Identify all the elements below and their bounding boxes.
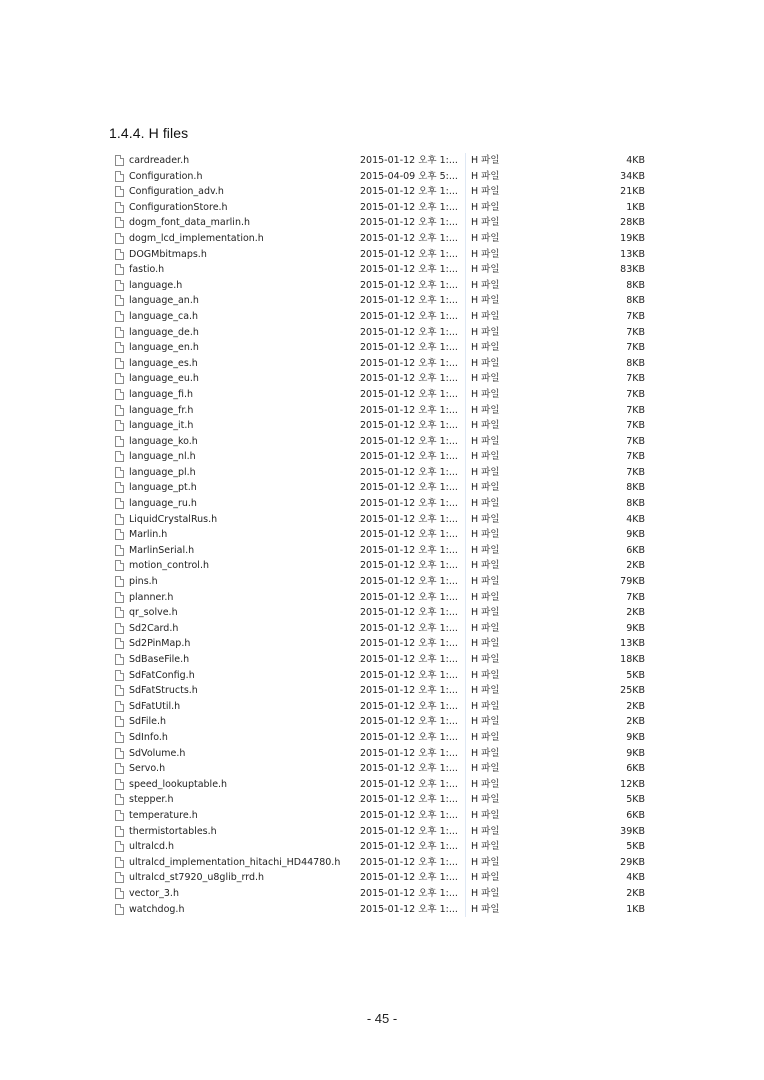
- file-name: ultralcd_implementation_hitachi_HD44780.h: [129, 856, 341, 868]
- file-size: 8KB: [626, 498, 645, 510]
- file-row[interactable]: [110, 293, 653, 309]
- file-type: H 파일: [471, 825, 500, 837]
- file-date: 2015-01-12 오후 1:...: [360, 513, 458, 525]
- file-date: 2015-01-12 오후 1:...: [360, 217, 458, 229]
- file-row[interactable]: [110, 215, 653, 231]
- file-date: 2015-01-12 오후 1:...: [360, 357, 458, 369]
- file-name: DOGMbitmaps.h: [129, 248, 207, 260]
- file-icon: [115, 482, 124, 493]
- file-name: ultralcd_st7920_u8glib_rrd.h: [129, 872, 265, 884]
- file-name: language_fi.h: [129, 388, 194, 400]
- file-icon: [115, 904, 124, 915]
- file-date: 2015-01-12 오후 1:...: [360, 731, 458, 743]
- file-icon: [115, 420, 124, 431]
- file-name: thermistortables.h: [129, 825, 217, 837]
- file-size: 7KB: [626, 435, 645, 447]
- file-row[interactable]: [110, 855, 653, 871]
- file-date: 2015-01-12 오후 1:...: [360, 856, 458, 868]
- file-icon: [115, 732, 124, 743]
- file-icon: [115, 592, 124, 603]
- file-size: 1KB: [626, 903, 645, 915]
- file-icon: [115, 685, 124, 696]
- file-type: H 파일: [471, 731, 500, 743]
- file-row[interactable]: [110, 512, 653, 528]
- file-row[interactable]: [110, 480, 653, 496]
- file-name: Sd2PinMap.h: [129, 638, 191, 650]
- file-size: 8KB: [626, 357, 645, 369]
- file-type: H 파일: [471, 529, 500, 541]
- file-icon: [115, 389, 124, 400]
- file-size: 7KB: [626, 310, 645, 322]
- file-name: language_pl.h: [129, 466, 196, 478]
- file-date: 2015-01-12 오후 1:...: [360, 155, 458, 166]
- file-name: language_eu.h: [129, 373, 199, 385]
- file-row[interactable]: [110, 418, 653, 434]
- file-name: SdBaseFile.h: [129, 654, 190, 665]
- file-icon: [115, 327, 124, 338]
- file-size: 2KB: [626, 887, 645, 899]
- file-type: H 파일: [471, 170, 500, 182]
- file-type: H 파일: [471, 310, 500, 322]
- file-type: H 파일: [471, 700, 500, 712]
- file-date: 2015-01-12 오후 1:...: [360, 607, 458, 619]
- file-row[interactable]: [110, 543, 653, 559]
- file-icon: [115, 748, 124, 759]
- file-name: language_it.h: [129, 420, 194, 432]
- file-type: H 파일: [471, 295, 500, 307]
- file-icon: [115, 311, 124, 322]
- file-type: H 파일: [471, 420, 500, 432]
- file-icon: [115, 498, 124, 509]
- file-name: SdFatUtil.h: [129, 700, 181, 712]
- file-type: H 파일: [471, 872, 500, 884]
- file-date: 2015-01-12 오후 1:...: [360, 638, 458, 650]
- file-size: 6KB: [626, 763, 645, 775]
- file-name: ultralcd.h: [129, 841, 175, 853]
- file-icon: [115, 763, 124, 774]
- file-name: LiquidCrystalRus.h: [129, 513, 218, 525]
- file-name: SdFile.h: [129, 716, 166, 728]
- file-size: 2KB: [626, 560, 645, 572]
- file-size: 39KB: [620, 825, 645, 837]
- file-date: 2015-01-12 오후 1:...: [360, 685, 458, 697]
- file-date: 2015-01-12 오후 1:...: [360, 747, 458, 759]
- file-icon: [115, 888, 124, 899]
- file-type: H 파일: [471, 544, 500, 556]
- file-date: 2015-01-12 오후 1:...: [360, 232, 458, 244]
- file-date: 2015-01-12 오후 1:...: [360, 622, 458, 634]
- file-icon: [115, 467, 124, 478]
- file-date: 2015-01-12 오후 1:...: [360, 529, 458, 541]
- file-row[interactable]: [110, 278, 653, 294]
- file-icon: [115, 342, 124, 353]
- file-row[interactable]: [110, 730, 653, 746]
- file-icon: [115, 264, 124, 275]
- file-row[interactable]: [110, 340, 653, 356]
- file-row[interactable]: [110, 902, 653, 918]
- file-size: 4KB: [626, 155, 645, 166]
- file-row[interactable]: [110, 371, 653, 387]
- file-size: 5KB: [626, 794, 645, 806]
- file-type: H 파일: [471, 155, 500, 166]
- file-row[interactable]: [110, 792, 653, 808]
- file-type: H 파일: [471, 326, 500, 338]
- file-type: H 파일: [471, 498, 500, 510]
- file-name: motion_control.h: [129, 560, 209, 572]
- file-icon: [115, 233, 124, 244]
- file-date: 2015-01-12 오후 1:...: [360, 778, 458, 790]
- file-size: 5KB: [626, 841, 645, 853]
- file-size: 2KB: [626, 607, 645, 619]
- file-row[interactable]: [110, 403, 653, 419]
- file-size: 6KB: [626, 544, 645, 556]
- file-row[interactable]: [110, 605, 653, 621]
- file-type: H 파일: [471, 778, 500, 790]
- file-icon: [115, 623, 124, 634]
- file-row[interactable]: [110, 777, 653, 793]
- file-type: H 파일: [471, 622, 500, 634]
- file-size: 8KB: [626, 295, 645, 307]
- file-icon: [115, 436, 124, 447]
- file-date: 2015-01-12 오후 1:...: [360, 264, 458, 276]
- file-date: 2015-01-12 오후 1:...: [360, 279, 458, 291]
- file-name: language_es.h: [129, 357, 198, 369]
- file-date: 2015-01-12 오후 1:...: [360, 887, 458, 899]
- file-row[interactable]: [110, 527, 653, 543]
- file-type: H 파일: [471, 388, 500, 400]
- file-row[interactable]: [110, 621, 653, 637]
- file-name: Servo.h: [129, 763, 166, 775]
- file-size: 7KB: [626, 404, 645, 416]
- file-type: H 파일: [471, 809, 500, 821]
- file-icon: [115, 373, 124, 384]
- file-icon: [115, 576, 124, 587]
- file-size: 79KB: [620, 576, 645, 588]
- file-type: H 파일: [471, 654, 500, 665]
- file-date: 2015-01-12 오후 1:...: [360, 591, 458, 603]
- file-name: language_ko.h: [129, 435, 198, 447]
- file-row[interactable]: [110, 200, 653, 216]
- file-size: 19KB: [620, 232, 645, 244]
- file-date: 2015-01-12 오후 1:...: [360, 872, 458, 884]
- file-name: language_en.h: [129, 342, 199, 354]
- file-icon: [115, 451, 124, 462]
- file-name: language_ca.h: [129, 310, 199, 322]
- file-type: H 파일: [471, 560, 500, 572]
- file-size: 9KB: [626, 622, 645, 634]
- file-date: 2015-01-12 오후 1:...: [360, 342, 458, 354]
- file-rows: [110, 153, 653, 917]
- file-date: 2015-01-12 오후 1:...: [360, 451, 458, 463]
- file-row[interactable]: [110, 356, 653, 372]
- file-date: 2015-01-12 오후 1:...: [360, 420, 458, 432]
- file-name: vector_3.h: [129, 887, 179, 899]
- file-date: 2015-01-12 오후 1:...: [360, 763, 458, 775]
- file-size: 8KB: [626, 279, 645, 291]
- file-type: H 파일: [471, 435, 500, 447]
- file-row[interactable]: [110, 558, 653, 574]
- file-name: planner.h: [129, 591, 174, 603]
- file-size: 9KB: [626, 731, 645, 743]
- file-size: 34KB: [620, 170, 645, 182]
- file-type: H 파일: [471, 279, 500, 291]
- file-type: H 파일: [471, 373, 500, 385]
- file-date: 2015-01-12 오후 1:...: [360, 825, 458, 837]
- file-name: temperature.h: [129, 809, 198, 821]
- file-size: 4KB: [626, 872, 645, 884]
- file-type: H 파일: [471, 794, 500, 806]
- file-name: ConfigurationStore.h: [129, 201, 228, 213]
- file-type: H 파일: [471, 903, 500, 915]
- file-name: Configuration.h: [129, 170, 203, 182]
- file-icon: [115, 872, 124, 883]
- file-name: cardreader.h: [129, 155, 190, 166]
- file-type: H 파일: [471, 451, 500, 463]
- file-name: watchdog.h: [129, 903, 185, 915]
- file-icon: [115, 638, 124, 649]
- file-date: 2015-01-12 오후 1:...: [360, 186, 458, 198]
- file-date: 2015-01-12 오후 1:...: [360, 903, 458, 915]
- file-row[interactable]: [110, 184, 653, 200]
- file-icon: [115, 202, 124, 213]
- file-icon: [115, 249, 124, 260]
- file-name: language_an.h: [129, 295, 199, 307]
- file-size: 2KB: [626, 700, 645, 712]
- file-icon: [115, 857, 124, 868]
- file-name: pins.h: [129, 576, 158, 588]
- file-icon: [115, 701, 124, 712]
- file-type: H 파일: [471, 638, 500, 650]
- file-row[interactable]: [110, 434, 653, 450]
- file-size: 6KB: [626, 809, 645, 821]
- file-size: 7KB: [626, 591, 645, 603]
- file-type: H 파일: [471, 716, 500, 728]
- file-row[interactable]: [110, 839, 653, 855]
- file-type: H 파일: [471, 841, 500, 853]
- file-row[interactable]: [110, 886, 653, 902]
- file-listing: [110, 151, 653, 922]
- file-name: Marlin.h: [129, 529, 168, 541]
- file-name: stepper.h: [129, 794, 174, 806]
- file-size: 12KB: [620, 778, 645, 790]
- file-size: 7KB: [626, 388, 645, 400]
- file-row[interactable]: [110, 465, 653, 481]
- file-type: H 파일: [471, 186, 500, 198]
- file-type: H 파일: [471, 404, 500, 416]
- file-icon: [115, 841, 124, 852]
- file-date: 2015-01-12 오후 1:...: [360, 498, 458, 510]
- file-type: H 파일: [471, 591, 500, 603]
- file-name: SdFatStructs.h: [129, 685, 198, 697]
- file-icon: [115, 826, 124, 837]
- file-row[interactable]: [110, 247, 653, 263]
- file-size: 7KB: [626, 326, 645, 338]
- file-date: 2015-01-12 오후 1:...: [360, 466, 458, 478]
- file-type: H 파일: [471, 232, 500, 244]
- file-size: 7KB: [626, 420, 645, 432]
- file-date: 2015-01-12 오후 1:...: [360, 700, 458, 712]
- file-row[interactable]: [110, 590, 653, 606]
- file-date: 2015-01-12 오후 1:...: [360, 373, 458, 385]
- file-size: 29KB: [620, 856, 645, 868]
- file-date: 2015-01-12 오후 1:...: [360, 295, 458, 307]
- file-name: language_fr.h: [129, 404, 194, 416]
- file-row[interactable]: [110, 683, 653, 699]
- file-date: 2015-01-12 오후 1:...: [360, 669, 458, 681]
- file-size: 83KB: [620, 264, 645, 276]
- file-row[interactable]: [110, 761, 653, 777]
- file-icon: [115, 810, 124, 821]
- file-icon: [115, 545, 124, 556]
- file-row[interactable]: [110, 652, 653, 668]
- file-icon: [115, 716, 124, 727]
- file-icon: [115, 186, 124, 197]
- file-row[interactable]: [110, 746, 653, 762]
- file-size: 1KB: [626, 201, 645, 213]
- file-name: language_de.h: [129, 326, 199, 338]
- file-type: H 파일: [471, 763, 500, 775]
- file-icon: [115, 529, 124, 540]
- file-size: 7KB: [626, 451, 645, 463]
- file-row[interactable]: [110, 387, 653, 403]
- file-row[interactable]: [110, 309, 653, 325]
- file-size: 25KB: [620, 685, 645, 697]
- file-icon: [115, 358, 124, 369]
- file-row[interactable]: [110, 231, 653, 247]
- file-date: 2015-01-12 오후 1:...: [360, 794, 458, 806]
- file-row[interactable]: [110, 153, 653, 169]
- file-row[interactable]: [110, 262, 653, 278]
- file-icon: [115, 405, 124, 416]
- file-size: 7KB: [626, 466, 645, 478]
- file-date: 2015-01-12 오후 1:...: [360, 310, 458, 322]
- file-date: 2015-01-12 오후 1:...: [360, 404, 458, 416]
- file-name: Configuration_adv.h: [129, 186, 224, 198]
- file-name: MarlinSerial.h: [129, 544, 195, 556]
- file-row[interactable]: [110, 325, 653, 341]
- file-type: H 파일: [471, 357, 500, 369]
- file-row[interactable]: [110, 496, 653, 512]
- file-row[interactable]: [110, 636, 653, 652]
- file-name: language_ru.h: [129, 498, 197, 510]
- file-name: SdInfo.h: [129, 731, 168, 743]
- file-type: H 파일: [471, 669, 500, 681]
- file-name: SdVolume.h: [129, 747, 186, 759]
- file-date: 2015-01-12 오후 1:...: [360, 482, 458, 494]
- file-size: 13KB: [620, 638, 645, 650]
- file-name: language.h: [129, 279, 183, 291]
- file-size: 4KB: [626, 513, 645, 525]
- file-date: 2015-01-12 오후 1:...: [360, 841, 458, 853]
- file-size: 21KB: [620, 186, 645, 198]
- file-row[interactable]: [110, 169, 653, 185]
- file-icon: [115, 295, 124, 306]
- file-row[interactable]: [110, 574, 653, 590]
- file-type: H 파일: [471, 248, 500, 260]
- file-row[interactable]: [110, 668, 653, 684]
- file-name: qr_solve.h: [129, 607, 178, 619]
- file-type: H 파일: [471, 264, 500, 276]
- file-icon: [115, 155, 124, 166]
- file-icon: [115, 280, 124, 291]
- file-row[interactable]: [110, 714, 653, 730]
- file-size: 7KB: [626, 373, 645, 385]
- file-name: dogm_font_data_marlin.h: [129, 217, 250, 229]
- file-icon: [115, 514, 124, 525]
- file-size: 5KB: [626, 669, 645, 681]
- file-icon: [115, 670, 124, 681]
- file-name: Sd2Card.h: [129, 622, 179, 634]
- file-date: 2015-01-12 오후 1:...: [360, 248, 458, 260]
- page-number: - 45 -: [366, 1011, 398, 1026]
- file-row[interactable]: [110, 824, 653, 840]
- file-date: 2015-01-12 오후 1:...: [360, 435, 458, 447]
- file-date: 2015-01-12 오후 1:...: [360, 809, 458, 821]
- file-name: speed_lookuptable.h: [129, 778, 228, 790]
- file-name: dogm_lcd_implementation.h: [129, 232, 264, 244]
- file-date: 2015-01-12 오후 1:...: [360, 560, 458, 572]
- file-date: 2015-01-12 오후 1:...: [360, 576, 458, 588]
- file-size: 18KB: [620, 654, 645, 665]
- file-icon: [115, 560, 124, 571]
- file-row[interactable]: [110, 449, 653, 465]
- file-type: H 파일: [471, 217, 500, 229]
- file-date: 2015-01-12 오후 1:...: [360, 544, 458, 556]
- file-size: 9KB: [626, 747, 645, 759]
- file-date: 2015-04-09 오후 5:...: [360, 170, 458, 182]
- file-name: language_nl.h: [129, 451, 196, 463]
- file-name: fastio.h: [129, 264, 165, 276]
- file-icon: [115, 607, 124, 618]
- file-icon: [115, 654, 124, 665]
- file-row[interactable]: [110, 699, 653, 715]
- file-name: language_pt.h: [129, 482, 197, 494]
- file-size: 13KB: [620, 248, 645, 260]
- file-date: 2015-01-12 오후 1:...: [360, 388, 458, 400]
- file-type: H 파일: [471, 607, 500, 619]
- file-type: H 파일: [471, 856, 500, 868]
- file-size: 2KB: [626, 716, 645, 728]
- file-type: H 파일: [471, 576, 500, 588]
- file-icon: [115, 217, 124, 228]
- file-name: SdFatConfig.h: [129, 669, 195, 681]
- file-type: H 파일: [471, 342, 500, 354]
- file-date: 2015-01-12 오후 1:...: [360, 716, 458, 728]
- file-icon: [115, 171, 124, 182]
- file-size: 28KB: [620, 217, 645, 229]
- file-type: H 파일: [471, 201, 500, 213]
- file-date: 2015-01-12 오후 1:...: [360, 201, 458, 213]
- file-size: 7KB: [626, 342, 645, 354]
- file-size: 8KB: [626, 482, 645, 494]
- file-type: H 파일: [471, 747, 500, 759]
- file-type: H 파일: [471, 887, 500, 899]
- file-type: H 파일: [471, 482, 500, 494]
- section-heading: 1.4.4. H files: [109, 125, 189, 141]
- file-date: 2015-01-12 오후 1:...: [360, 654, 458, 665]
- file-icon: [115, 779, 124, 790]
- file-date: 2015-01-12 오후 1:...: [360, 326, 458, 338]
- file-type: H 파일: [471, 466, 500, 478]
- file-row[interactable]: [110, 808, 653, 824]
- file-icon: [115, 794, 124, 805]
- file-size: 9KB: [626, 529, 645, 541]
- file-type: H 파일: [471, 513, 500, 525]
- file-row[interactable]: [110, 870, 653, 886]
- file-type: H 파일: [471, 685, 500, 697]
